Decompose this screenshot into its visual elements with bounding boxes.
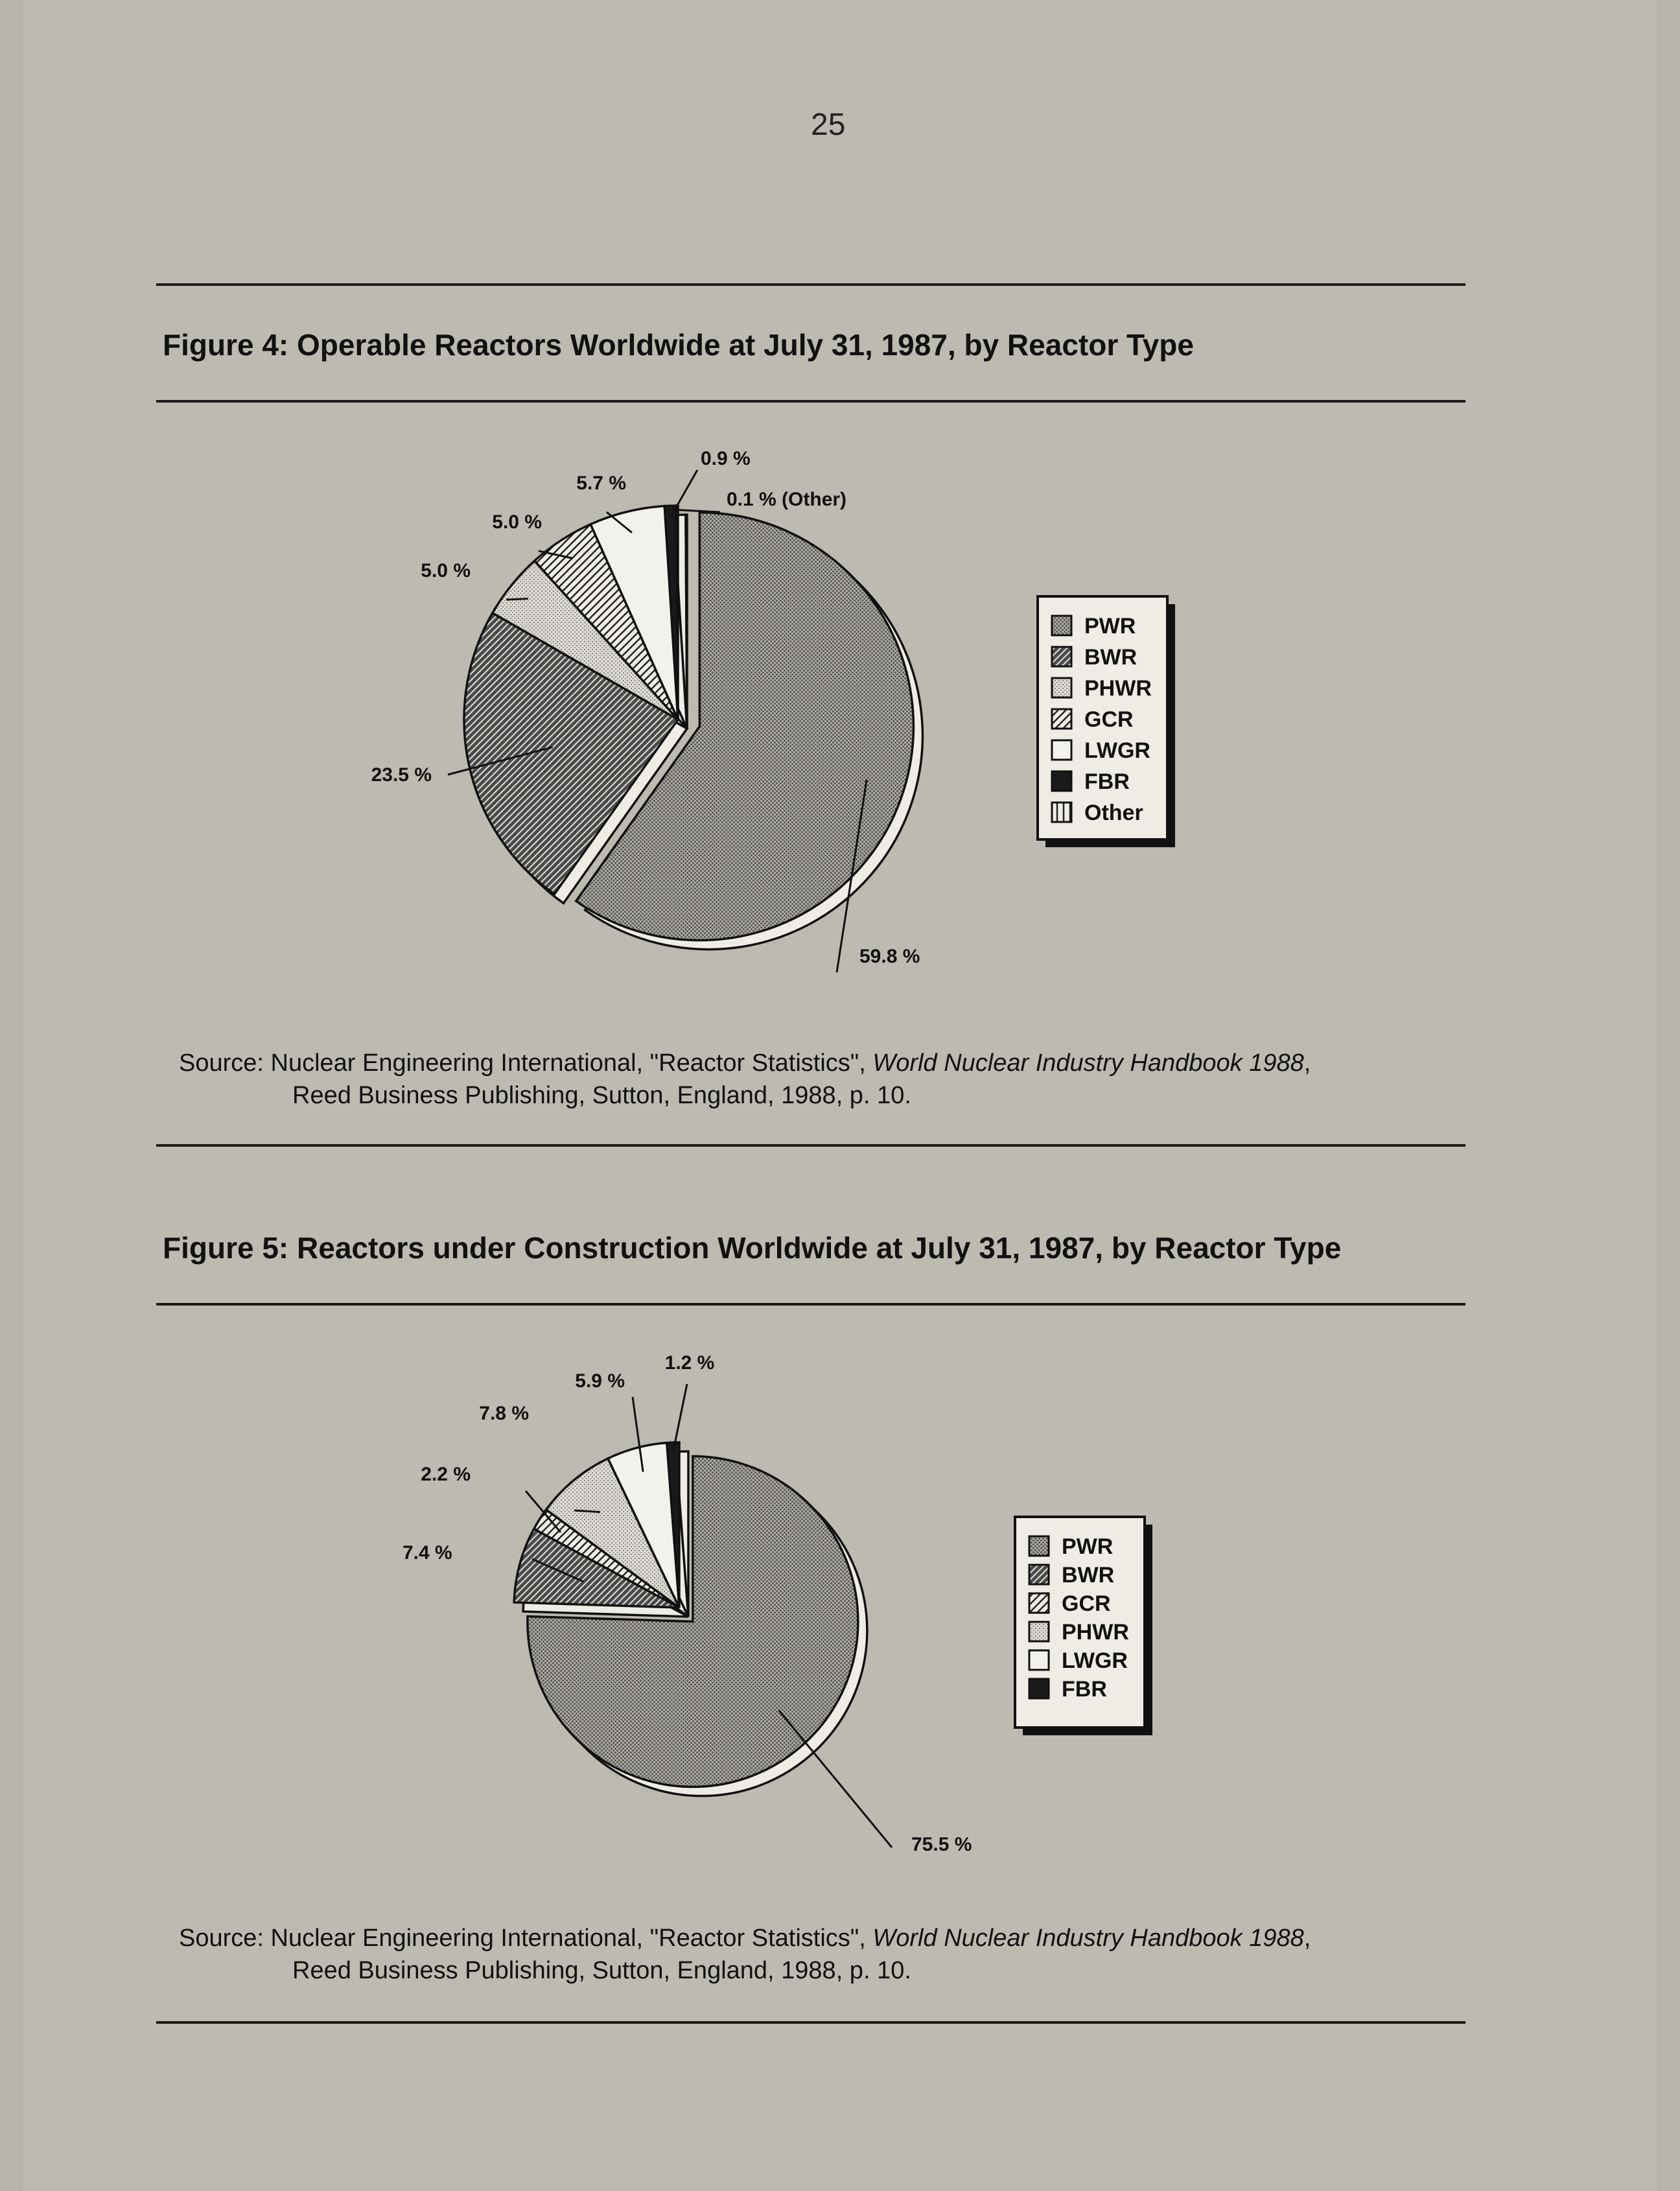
rule-bottom <box>156 2021 1465 2024</box>
legend-label-lwgr: LWGR <box>1084 738 1150 763</box>
figure5-pie-chart <box>23 1335 1657 1886</box>
slice-label-fbr: 1.2 % <box>664 1352 715 1374</box>
slice-label-bwr: 23.5 % <box>371 764 432 786</box>
legend-label-pwr: PWR <box>1084 614 1136 639</box>
legend-swatch-lwgr <box>1029 1650 1049 1670</box>
rule-figure4-top <box>156 283 1465 286</box>
pie-slice-other <box>677 506 678 720</box>
rule-figure5-top <box>156 1144 1465 1147</box>
legend-label-fbr: FBR <box>1062 1677 1107 1702</box>
legend-swatch-pwr <box>1029 1536 1049 1556</box>
legend-swatch-phwr <box>1052 678 1071 697</box>
figure4-source <box>179 1047 1311 1112</box>
legend-label-phwr: PHWR <box>1084 676 1152 701</box>
slice-label-pwr: 59.8 % <box>859 946 920 967</box>
slice-label-fbr: 0.9 % <box>701 448 751 469</box>
figure4-source-prefix: Source: Nuclear Engineering International, "Reactor Statistics", <box>179 1049 873 1077</box>
document-page <box>23 0 1657 2191</box>
slice-label-lwgr: 5.7 % <box>576 473 626 494</box>
slice-label-bwr: 7.4 % <box>402 1542 452 1564</box>
figure4-title: Figure 4: Operable Reactors Worldwide at July 31, 1987, by Reactor Type <box>163 328 1194 362</box>
figure5-source-line2: Reed Business Publishing, Sutton, England, 1988, p. 10. <box>292 1957 911 1984</box>
leader-line-phwr <box>506 599 528 600</box>
legend-swatch-phwr <box>1029 1622 1049 1641</box>
rule-figure4-bottom <box>156 400 1465 403</box>
legend-swatch-lwgr <box>1052 740 1071 760</box>
legend-label-phwr: PHWR <box>1062 1620 1129 1645</box>
rule-figure5-bottom <box>156 1303 1465 1306</box>
slice-label-phwr: 5.0 % <box>421 560 471 581</box>
figure5-source-suffix: , <box>1303 1925 1311 1952</box>
legend-swatch-bwr <box>1029 1565 1049 1584</box>
legend-swatch-fbr <box>1052 771 1071 791</box>
leader-line-other <box>677 510 720 512</box>
page-number: 25 <box>811 108 846 142</box>
legend-label-gcr: GCR <box>1062 1591 1111 1616</box>
slice-label-phwr: 7.8 % <box>479 1403 529 1424</box>
legend-swatch-gcr <box>1052 709 1071 729</box>
figure5-source-title: World Nuclear Industry Handbook 1988 <box>872 1925 1304 1952</box>
figure4-source-suffix: , <box>1303 1049 1311 1077</box>
legend-label-gcr: GCR <box>1084 707 1134 732</box>
slice-label-other: 0.1 % (Other) <box>727 489 847 510</box>
slice-label-gcr: 5.0 % <box>492 511 542 533</box>
leader-line-fbr <box>673 1384 687 1451</box>
pie-slice-shadow-other <box>686 515 687 729</box>
slice-label-gcr: 2.2 % <box>421 1464 471 1485</box>
legend-label-fbr: FBR <box>1084 769 1130 794</box>
legend-swatch-gcr <box>1029 1593 1049 1613</box>
legend-label-pwr: PWR <box>1062 1534 1114 1559</box>
legend-label-bwr: BWR <box>1062 1563 1115 1588</box>
legend-label-bwr: BWR <box>1084 645 1138 670</box>
legend-label-lwgr: LWGR <box>1062 1648 1128 1673</box>
legend-swatch-fbr <box>1029 1679 1049 1698</box>
legend-swatch-bwr <box>1052 647 1071 666</box>
figure5-title: Figure 5: Reactors under Construction Worldwide at July 31, 1987, by Reactor Type <box>163 1231 1342 1265</box>
leader-line-pwr <box>779 1711 892 1847</box>
slice-label-lwgr: 5.9 % <box>575 1370 625 1392</box>
figure5-source <box>179 1922 1311 1987</box>
legend-label-other: Other <box>1084 801 1143 825</box>
figure4-pie-chart <box>23 415 1657 998</box>
slice-label-pwr: 75.5 % <box>911 1834 972 1855</box>
figure4-source-title: World Nuclear Industry Handbook 1988 <box>872 1049 1304 1077</box>
figure4-source-line2: Reed Business Publishing, Sutton, England, 1988, p. 10. <box>292 1082 911 1109</box>
legend-swatch-other <box>1052 803 1071 822</box>
figure5-source-prefix: Source: Nuclear Engineering International, "Reactor Statistics", <box>179 1925 873 1952</box>
legend-swatch-pwr <box>1052 616 1071 635</box>
